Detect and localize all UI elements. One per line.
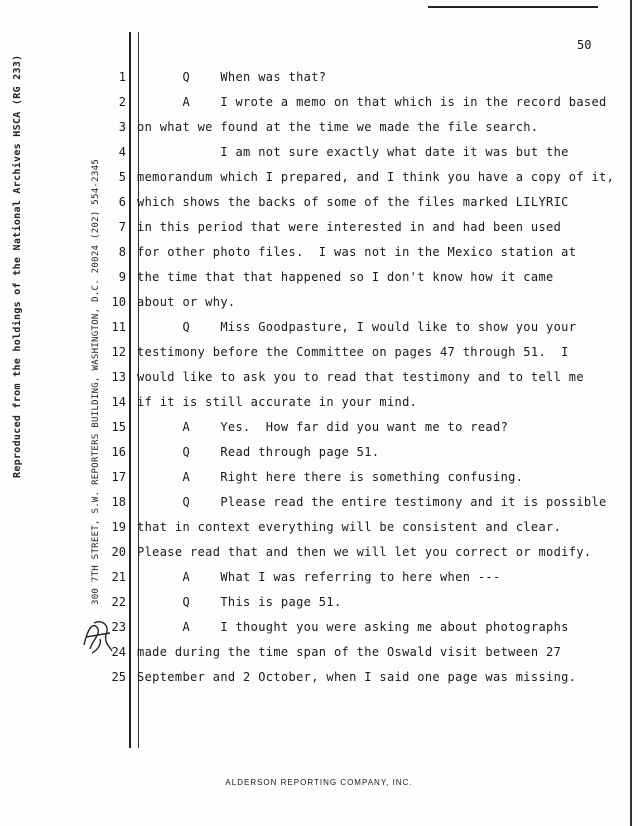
line-number: 6 — [118, 195, 126, 209]
transcript-line: that in context everything will be consistent and clear. — [137, 520, 562, 534]
transcript-line: which shows the backs of some of the files marked LILYRIC — [137, 195, 569, 209]
line-number: 20 — [111, 545, 126, 559]
line-number: 17 — [111, 470, 126, 484]
line-number: 22 — [111, 595, 126, 609]
transcript-line: testimony before the Committee on pages 47 through 51. I — [137, 345, 569, 359]
line-number: 23 — [111, 620, 126, 634]
transcript-line: would like to ask you to read that testimony and to tell me — [137, 370, 584, 384]
right-margin-line — [630, 0, 632, 826]
transcript-line: memorandum which I prepared, and I think you have a copy of it, — [137, 170, 615, 184]
transcript-line: made during the time span of the Oswald visit between 27 — [137, 645, 562, 659]
line-number: 18 — [111, 495, 126, 509]
transcript-line: for other photo files. I was not in the Mexico station at — [137, 245, 577, 259]
transcript-line: A I wrote a memo on that which is in the record based — [137, 95, 607, 109]
line-number: 25 — [111, 670, 126, 684]
line-number: 2 — [118, 95, 126, 109]
transcript-line: the time that that happened so I don't know how it came — [137, 270, 554, 284]
transcript-line: September and 2 October, when I said one page was missing. — [137, 670, 577, 684]
transcript-body — [137, 70, 615, 695]
line-number: 10 — [111, 295, 126, 309]
transcript-line: Q Miss Goodpasture, I would like to show you your — [137, 320, 577, 334]
line-number: 3 — [118, 120, 126, 134]
transcript-line: on what we found at the time we made the file search. — [137, 120, 539, 134]
line-number: 12 — [111, 345, 126, 359]
transcript-line: Q Please read the entire testimony and it is possible — [137, 495, 607, 509]
reporter-address: 300 7TH STREET, S.W. REPORTERS BUILDING, WASHINGTON, D.C. 20024 (202) 554-2345 — [91, 158, 101, 605]
transcript-line: Q When was that? — [137, 70, 327, 84]
line-number-column — [100, 70, 126, 695]
line-number: 19 — [111, 520, 126, 534]
line-number: 1 — [118, 70, 126, 84]
transcript-line: about or why. — [137, 295, 236, 309]
line-number: 24 — [111, 645, 126, 659]
line-number: 14 — [111, 395, 126, 409]
line-number: 15 — [111, 420, 126, 434]
line-number: 16 — [111, 445, 126, 459]
line-number: 8 — [118, 245, 126, 259]
line-number: 7 — [118, 220, 126, 234]
transcript-line: Q This is page 51. — [137, 595, 342, 609]
transcript-line: in this period that were interested in and had been used — [137, 220, 562, 234]
transcript-line: A Yes. How far did you want me to read? — [137, 420, 509, 434]
archive-provenance-note: Reproduced from the holdings of the National Archives HSCA (RG 233) — [12, 54, 23, 478]
line-number: 4 — [118, 145, 126, 159]
transcript-line: A Right here there is something confusing. — [137, 470, 524, 484]
reporting-company-footer: ALDERSON REPORTING COMPANY, INC. — [225, 778, 413, 787]
transcript-line: Please read that and then we will let you correct or modify. — [137, 545, 592, 559]
top-edge-rule — [428, 0, 598, 8]
transcript-line: A What I was referring to here when --- — [137, 570, 501, 584]
transcript-line: I am not sure exactly what date it was but the — [137, 145, 569, 159]
page-number: 50 — [577, 38, 592, 52]
transcript-line: A I thought you were asking me about photographs — [137, 620, 569, 634]
line-number: 21 — [111, 570, 126, 584]
line-number: 13 — [111, 370, 126, 384]
transcript-line: if it is still accurate in your mind. — [137, 395, 418, 409]
transcript-line: Q Read through page 51. — [137, 445, 380, 459]
line-number: 11 — [111, 320, 126, 334]
line-number: 5 — [118, 170, 126, 184]
line-number: 9 — [118, 270, 126, 284]
